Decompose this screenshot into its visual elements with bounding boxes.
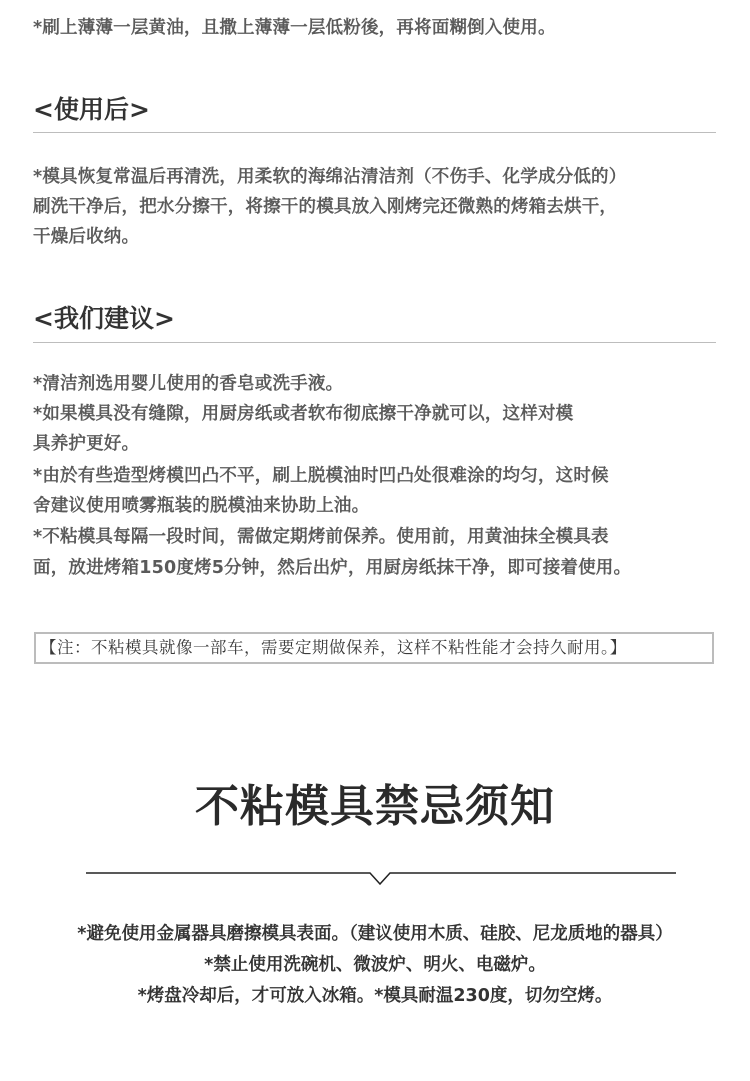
suggestion-line-3: 具养护更好。 <box>33 434 140 454</box>
after-use-line-1: *模具恢复常温后再清洗，用柔软的海绵沾清洁剂（不伤手、化学成分低的） <box>33 167 627 187</box>
taboo-line-3: *烤盘冷却后，才可放入冰箱。*模具耐温230度，切勿空烤。 <box>137 986 613 1006</box>
after-use-divider <box>33 132 716 133</box>
suggestions-heading: <我们建议> <box>33 304 175 333</box>
note-box: 【注：不粘模具就像一部车，需要定期做保养，这样不粘性能才会持久耐用。】 <box>34 632 714 664</box>
taboo-title: 不粘模具禁忌须知 <box>195 781 555 832</box>
after-use-line-3: 干燥后收纳。 <box>33 227 140 247</box>
suggestion-line-2: *如果模具没有缝隙，用厨房纸或者软布彻底擦干净就可以，这样对模 <box>33 404 574 424</box>
suggestion-line-4: *由於有些造型烤模凹凸不平，刷上脱模油时凹凸处很难涂的均匀，这时候 <box>33 466 609 486</box>
after-use-heading: <使用后> <box>33 95 150 124</box>
taboo-line-2: *禁止使用洗碗机、微波炉、明火、电磁炉。 <box>204 955 546 975</box>
suggestion-line-1: *清洁剂选用婴儿使用的香皂或洗手液。 <box>33 374 344 394</box>
intro-line: *刷上薄薄一层黄油，且撒上薄薄一层低粉後，再将面糊倒入使用。 <box>33 18 556 38</box>
suggestion-line-6: *不粘模具每隔一段时间，需做定期烤前保养。使用前，用黄油抹全模具表 <box>33 527 609 547</box>
title-divider-chevron <box>86 866 676 888</box>
suggestion-line-5: 舍建议使用喷雾瓶装的脱模油来协助上油。 <box>33 496 370 516</box>
after-use-line-2: 刷洗干净后，把水分擦干，将擦干的模具放入刚烤完还微熟的烤箱去烘干， <box>33 197 618 217</box>
suggestions-divider <box>33 342 716 343</box>
taboo-line-1: *避免使用金属器具磨擦模具表面。（建议使用木质、硅胶、尼龙质地的器具） <box>77 924 673 944</box>
suggestion-line-7: 面，放进烤箱150度烤5分钟，然后出炉，用厨房纸抹干净，即可接着使用。 <box>33 558 632 578</box>
